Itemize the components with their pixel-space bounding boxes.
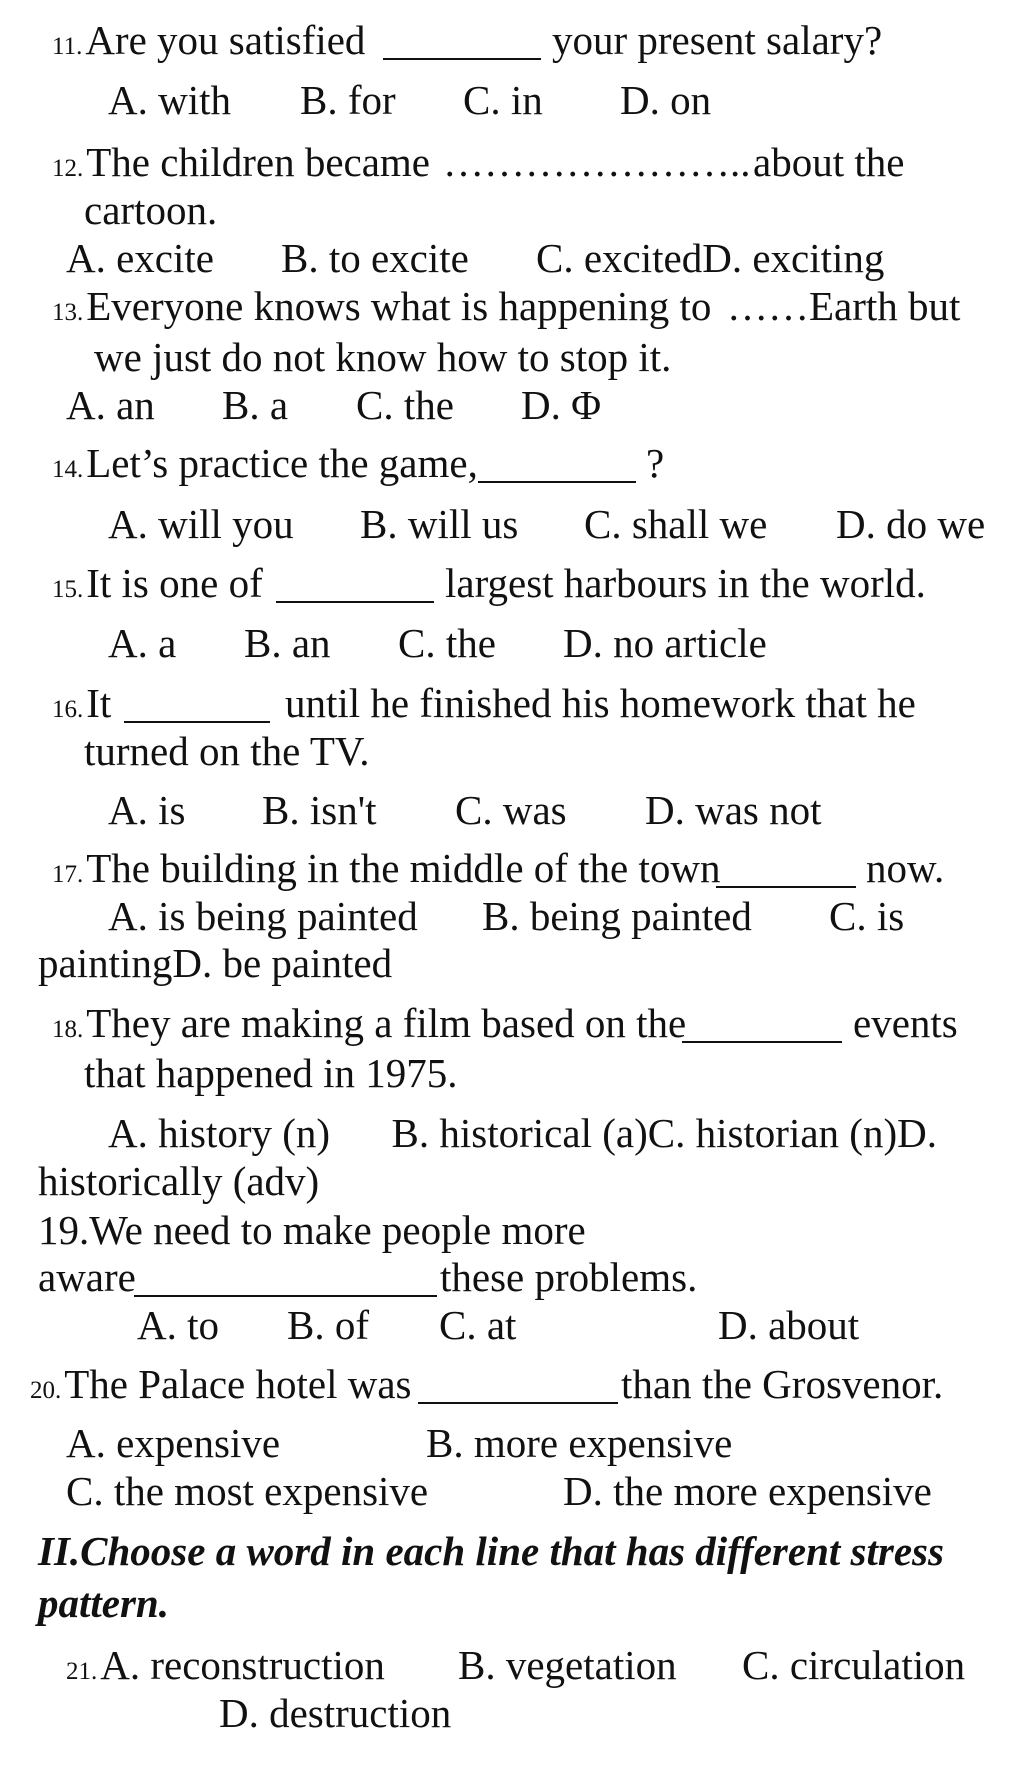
option-c: C. at [439, 1302, 517, 1348]
question-text: The children became [86, 139, 431, 185]
question-21-stem [66, 1642, 385, 1688]
question-text: until he finished his homework that he [285, 680, 916, 726]
option-a: A. is [108, 787, 186, 833]
question-number: 16. [52, 696, 84, 723]
option-c: C. is [829, 893, 905, 939]
section-heading-continued: pattern. [38, 1580, 169, 1626]
question-number: 12. [52, 155, 84, 182]
question-14-stem [52, 440, 478, 486]
question-text: The Palace hotel was [64, 1361, 412, 1407]
option-d: D. Φ [521, 382, 602, 428]
question-text-continued: turned on the TV. [84, 728, 370, 774]
option-c-d-continued: paintingD. be painted [38, 940, 393, 986]
question-20-stem [30, 1361, 412, 1407]
question-15-stem [52, 560, 263, 606]
option-d: D. no article [563, 620, 767, 666]
option-a: A. will you [108, 501, 294, 547]
option-b: B. for [300, 77, 396, 123]
option-d: D. was not [645, 787, 822, 833]
option-c-d: C. excitedD. exciting [536, 235, 885, 281]
question-text: largest harbours in the world. [445, 560, 926, 606]
question-11-stem [52, 17, 366, 63]
question-number: 20. [30, 1377, 62, 1404]
question-text: Everyone knows what is happening to [86, 283, 712, 329]
answer-blank [418, 1370, 618, 1404]
answer-blank [134, 1263, 437, 1297]
question-text-continued: we just do not know how to stop it. [94, 334, 672, 380]
option-d-continued: historically (adv) [38, 1158, 320, 1204]
option-b: B. a [222, 382, 289, 428]
option-a: A. expensive [66, 1420, 281, 1466]
question-13-stem [52, 283, 712, 329]
options-line: A. history (n) B. historical (a)C. historian (n)D. [108, 1110, 937, 1156]
question-text: events [853, 1000, 958, 1046]
question-number: 18. [52, 1016, 84, 1043]
question-number: 17. [52, 861, 84, 888]
option-d: D. do we [836, 501, 986, 547]
option-c: C. the [398, 620, 496, 666]
option-a: A. is being painted [108, 893, 418, 939]
question-text: your present salary? [552, 17, 883, 63]
option-c: C. in [463, 77, 543, 123]
question-number: 21. [66, 1658, 98, 1685]
dotted-blank: ………………….. [443, 139, 751, 185]
question-text: It is one of [86, 560, 263, 606]
answer-blank [383, 26, 541, 60]
option-b: B. an [244, 620, 331, 666]
section-heading: II.Choose a word in each line that has different stress [38, 1528, 944, 1574]
option-b: B. vegetation [458, 1642, 677, 1688]
option-c: C. shall we [584, 501, 768, 547]
answer-blank [716, 854, 856, 888]
question-text-continued: cartoon. [84, 187, 218, 233]
option-a: A. with [108, 77, 231, 123]
question-19-stem: 19.We need to make people more [38, 1207, 586, 1253]
question-text: aware [38, 1254, 136, 1300]
question-text: about the [753, 139, 905, 185]
question-text: They are making a film based on the [86, 1000, 687, 1046]
option-d: D. destruction [219, 1690, 452, 1736]
option-c: C. circulation [742, 1642, 966, 1688]
question-text: now. [866, 845, 945, 891]
option-b: B. isn't [262, 787, 377, 833]
option-d: D. the more expensive [563, 1468, 932, 1514]
option-d: D. on [620, 77, 712, 123]
option-a: A. to [137, 1302, 219, 1348]
question-number: 15. [52, 576, 84, 603]
question-number: 11. [52, 33, 83, 60]
question-text: these problems. [440, 1254, 698, 1300]
answer-blank [478, 449, 636, 483]
option-a: A. an [66, 382, 155, 428]
question-text: ? [646, 440, 665, 486]
question-17-stem [52, 845, 721, 891]
question-text: than the Grosvenor. [621, 1361, 944, 1407]
question-16-stem [52, 680, 112, 726]
option-b: B. will us [360, 501, 519, 547]
option-b: B. being painted [482, 893, 752, 939]
question-text: The building in the middle of the town [86, 845, 721, 891]
option-a: A. a [108, 620, 177, 666]
question-text-continued: that happened in 1975. [84, 1050, 458, 1096]
option-b: B. of [287, 1302, 369, 1348]
option-a: A. excite [66, 235, 214, 281]
option-a: A. reconstruction [100, 1642, 385, 1688]
question-18-stem [52, 1000, 687, 1046]
question-text: It [86, 680, 112, 726]
option-c: C. the [356, 382, 454, 428]
option-b: B. more expensive [426, 1420, 733, 1466]
question-text: ……Earth but [727, 283, 961, 329]
option-d: D. about [718, 1302, 860, 1348]
question-text: Are you satisfied [85, 17, 366, 63]
option-c: C. the most expensive [66, 1468, 429, 1514]
question-number: 14. [52, 456, 84, 483]
question-12-stem [52, 139, 431, 185]
answer-blank [124, 689, 270, 723]
question-number: 13. [52, 299, 84, 326]
answer-blank [682, 1009, 842, 1043]
answer-blank [276, 569, 434, 603]
option-c: C. was [455, 787, 567, 833]
question-text: Let’s practice the game, [86, 440, 478, 486]
option-b: B. to excite [281, 235, 469, 281]
